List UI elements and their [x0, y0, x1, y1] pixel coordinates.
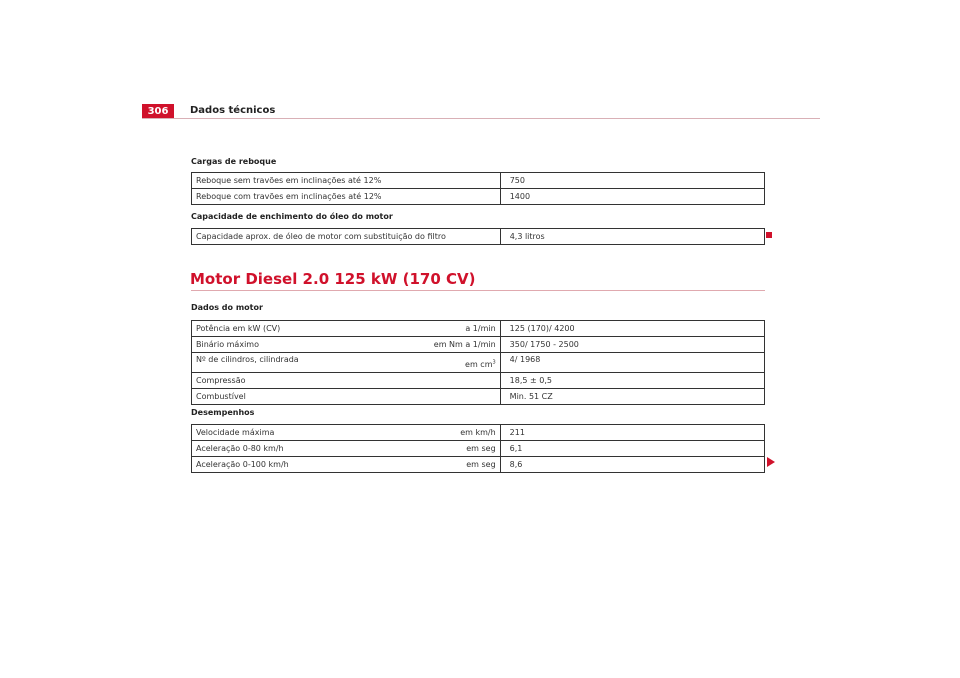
table-row: [192, 353, 765, 373]
cell-unit: [413, 373, 500, 389]
table-row: [192, 389, 765, 405]
table-row: [192, 229, 765, 245]
cell-label: Combustível: [192, 389, 414, 405]
cell-label: Velocidade máxima: [192, 425, 414, 441]
cargas-table: [191, 172, 765, 205]
unit-text: em cm: [465, 359, 493, 369]
table-row: [192, 321, 765, 337]
cell-unit: em seg: [413, 457, 500, 473]
cell-unit: a 1/min: [413, 321, 500, 337]
motor-title-divider: [191, 290, 765, 291]
page-header-title: Dados técnicos: [190, 105, 276, 116]
section-title-cargas: Cargas de reboque: [191, 157, 277, 166]
cell-unit: em km/h: [413, 425, 500, 441]
cell-value: 350/ 1750 - 2500: [500, 337, 764, 353]
section-title-desempenhos: Desempenhos: [191, 408, 255, 417]
cell-unit: em Nm a 1/min: [413, 337, 500, 353]
cell-unit: em seg: [413, 441, 500, 457]
cell-value: 6,1: [500, 441, 764, 457]
cell-label: Aceleração 0-100 km/h: [192, 457, 414, 473]
cell-unit: [413, 389, 500, 405]
dados-motor-table: [191, 320, 765, 405]
cell-label: Reboque com travões em inclinações até 12%: [192, 189, 501, 205]
table-row: [192, 441, 765, 457]
header-divider: [142, 118, 820, 119]
table-row: [192, 425, 765, 441]
cell-value: 18,5 ± 0,5: [500, 373, 764, 389]
table-row: [192, 189, 765, 205]
cell-value: 8,6: [500, 457, 764, 473]
section-title-oleo: Capacidade de enchimento do óleo do motor: [191, 212, 393, 221]
cell-unit: [413, 353, 500, 373]
desempenhos-table: [191, 424, 765, 473]
cell-value: 1400: [500, 189, 764, 205]
end-marker-icon: [766, 232, 772, 238]
continue-arrow-icon: [767, 457, 775, 467]
cell-label: Reboque sem travões em inclinações até 12%: [192, 173, 501, 189]
table-row: [192, 337, 765, 353]
unit-superscript: 3: [492, 358, 496, 365]
cell-value: 125 (170)/ 4200: [500, 321, 764, 337]
cell-label: Potência em kW (CV): [192, 321, 414, 337]
cell-label: Aceleração 0-80 km/h: [192, 441, 414, 457]
cell-value: 750: [500, 173, 764, 189]
table-row: [192, 457, 765, 473]
table-row: [192, 173, 765, 189]
cell-value: Min. 51 CZ: [500, 389, 764, 405]
cell-value: 4/ 1968: [500, 353, 764, 373]
cell-label: Compressão: [192, 373, 414, 389]
oleo-table: [191, 228, 765, 245]
cell-label: Binário máximo: [192, 337, 414, 353]
cell-label: Capacidade aprox. de óleo de motor com substituição do filtro: [192, 229, 501, 245]
cell-value: 211: [500, 425, 764, 441]
cell-label: Nº de cilindros, cilindrada: [192, 353, 414, 373]
section-title-dados-motor: Dados do motor: [191, 303, 263, 312]
table-row: [192, 373, 765, 389]
motor-section-title: Motor Diesel 2.0 125 kW (170 CV): [190, 270, 476, 288]
page-number: 306: [142, 104, 174, 119]
cell-value: 4,3 litros: [500, 229, 764, 245]
